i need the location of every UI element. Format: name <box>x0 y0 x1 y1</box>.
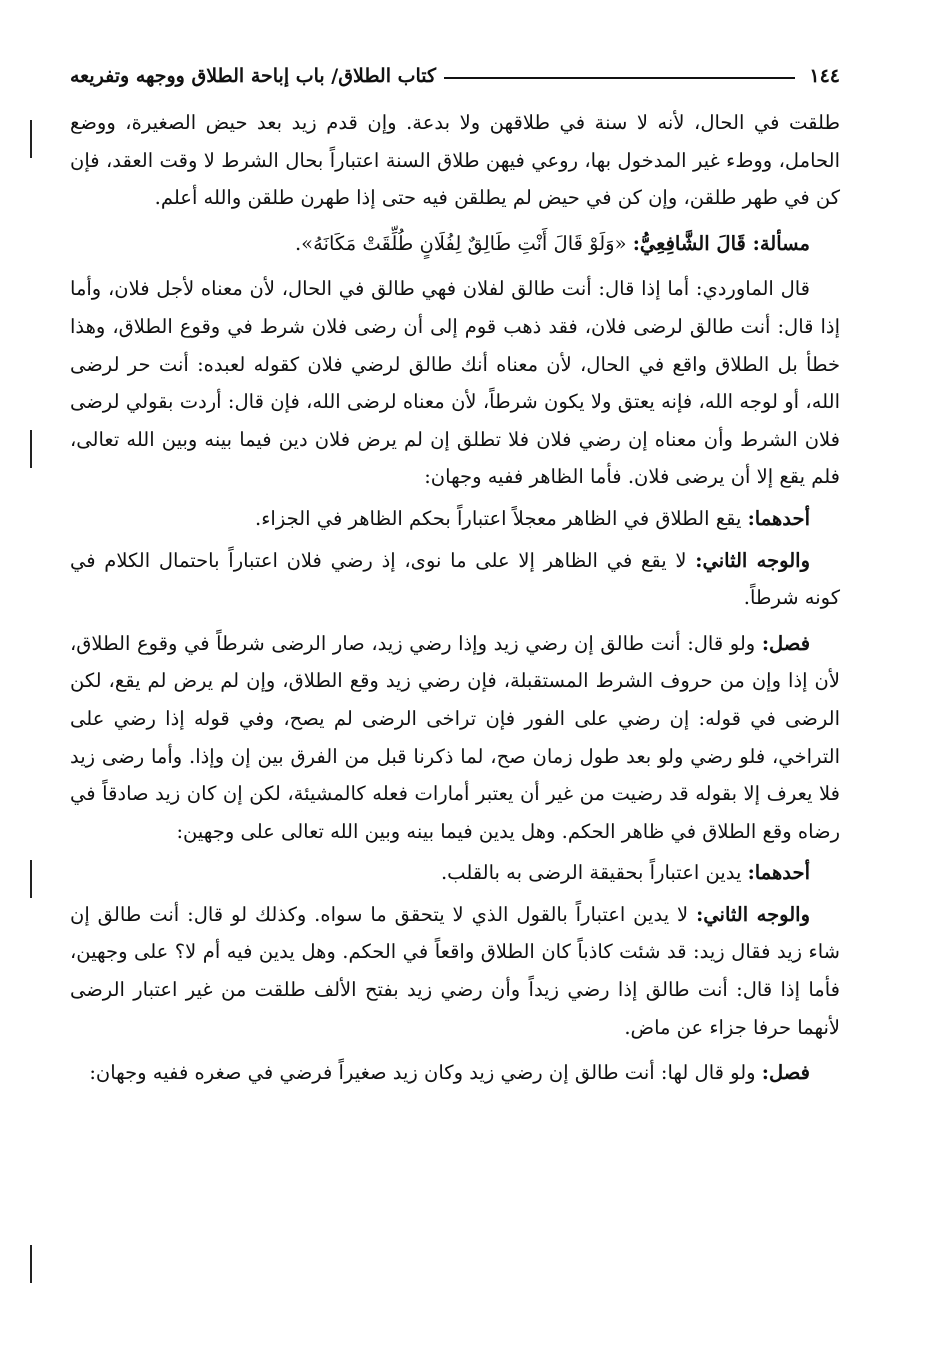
paragraph-text: قال الماوردي: أما إذا قال: أنت طالق لفلان فهي طالق في الحال، لأن معناه لأجل فلان، وأما إذا قال: أنت طالق لرضى فلان، فقد ذهب قوم إلى أن رضى فلان شرط في وقوع الطلاق، وهذا خطأ بل الطلاق واقع في الحال، لأن معناه أنك طالق لرضي فلان كقوله لعبده: أنت حر لرضى الله، أو لوجه الله، فإنه يعتق ولا يكون شرطاً، لأن معناه لرضى الله، فإن قال: أردت بقولي لرضى فلان الشرط وأن معناه إن رضي فلان فلا تطلق إن لم يرض فلان دين فيما بينه وبين الله تعالى، فلم يقع إلا أن يرضى فلان. فأما الظاهر ففيه وجهان: <box>70 277 840 489</box>
paragraph-text: يدين اعتباراً بحقيقة الرضى به بالقلب. <box>440 861 742 885</box>
fasl-paragraph <box>70 625 840 851</box>
left-edge-mark <box>30 120 32 158</box>
paragraph <box>70 896 840 1046</box>
header-rule <box>444 77 795 79</box>
paragraph-lead: أحدهما: <box>747 506 810 530</box>
paragraph-text: يقع الطلاق في الظاهر معجلاً اعتباراً بحكم الظاهر في الجزاء. <box>255 506 742 530</box>
paragraph-lead: والوجه الثاني: <box>696 902 810 926</box>
paragraph-lead: والوجه الثاني: <box>695 548 810 572</box>
paragraph-lead: أحدهما: <box>747 861 810 885</box>
paragraph-text: طلقت في الحال، لأنه لا سنة في طلاقهن ولا بدعة. وإن قدم زيد بعد حيض الصغيرة، ووضع الحامل، ووطء غير المدخول بها، روعي فيهن طلاق السنة اعتباراً بحال الشرط لا وقت العقد، فإن كن في طهر طلقن، وإن كن في حيض لم يطلقن فيه حتى إذا طهرن طلقن والله أعلم. <box>70 111 840 210</box>
running-title: كتاب الطلاق/ باب إباحة الطلاق ووجهه وتفريعه <box>70 65 437 87</box>
document-page <box>70 58 840 1096</box>
paragraph-text: ولو قال: أنت طالق إن رضي زيد وإذا رضي زيد، صار الرضى شرطاً في وقوع الطلاق، لأن إذا وإن من حروف الشرط المستقبلة، فإن رضي زيد وقع الطلاق، وإن لم يرض لم يقع، لكن الرضى في قوله: إن رضي على الفور فإن تراخى الرضى لم يصح، وفي قوله إذا رضي على التراخي، فلو رضي ولو بعد طول زمان صح، لما ذكرنا قبل من الفرق بين إن وإذا. وأما رضى زيد فلا يعرف إلا بقوله قد رضيت من غير أن يعتبر أمارات فعله كالمشيئة، لكن إن كان زيد صادقاً في رضاه وقع الطلاق في ظاهر الحكم. وهل يدين فيما بينه وبين الله تعالى على وجهين: <box>70 631 840 843</box>
paragraph <box>70 104 840 217</box>
paragraph-lead: مسألة: قَالَ الشَّافِعِيُّ: <box>632 231 810 255</box>
page-body <box>70 104 840 1092</box>
paragraph-text: «وَلَوْ قَالَ أَنْتِ طَالِقٌ لِفُلَانٍ طُلِّقَتْ مَكَانَهُ». <box>294 231 627 255</box>
paragraph-text: لا يدين اعتباراً بالقول الذي لا يتحقق ما سواه. وكذلك لو قال: أنت طالق إن شاء زيد فقال زيد: قد شئت كاذباً كان الطلاق واقعاً في الحكم. وهل يدين فيه أم لا؟ على وجهين، فأما إذا قال: أنت طالق إذا رضي زيداً وأن رضي زيد بفتح الألف طلقت من غير اعتبار الرضى لأنهما حرفا جزاء عن ماض. <box>70 902 840 1039</box>
paragraph-lead: فصل: <box>761 631 811 655</box>
paragraph-text: ولو قال لها: أنت طالق إن رضي زيد وكان زيد صغيراً فرضي في صغره ففيه وجهان: <box>89 1061 756 1085</box>
mas-ala-heading <box>70 225 840 263</box>
paragraph <box>70 854 840 892</box>
left-edge-mark <box>30 430 32 468</box>
left-edge-mark <box>30 1245 32 1283</box>
paragraph-lead: فصل: <box>761 1061 810 1085</box>
paragraph <box>70 270 840 496</box>
page-number: ١٤٤ <box>809 65 840 87</box>
left-edge-mark <box>30 860 32 898</box>
paragraph <box>70 500 840 538</box>
page-header <box>70 58 840 94</box>
fasl-paragraph <box>70 1054 840 1092</box>
paragraph-text: لا يقع في الظاهر إلا على ما نوى، إذ رضي فلان اعتباراً باحتمال الكلام في كونه شرطاً. <box>70 548 840 610</box>
paragraph <box>70 542 840 617</box>
